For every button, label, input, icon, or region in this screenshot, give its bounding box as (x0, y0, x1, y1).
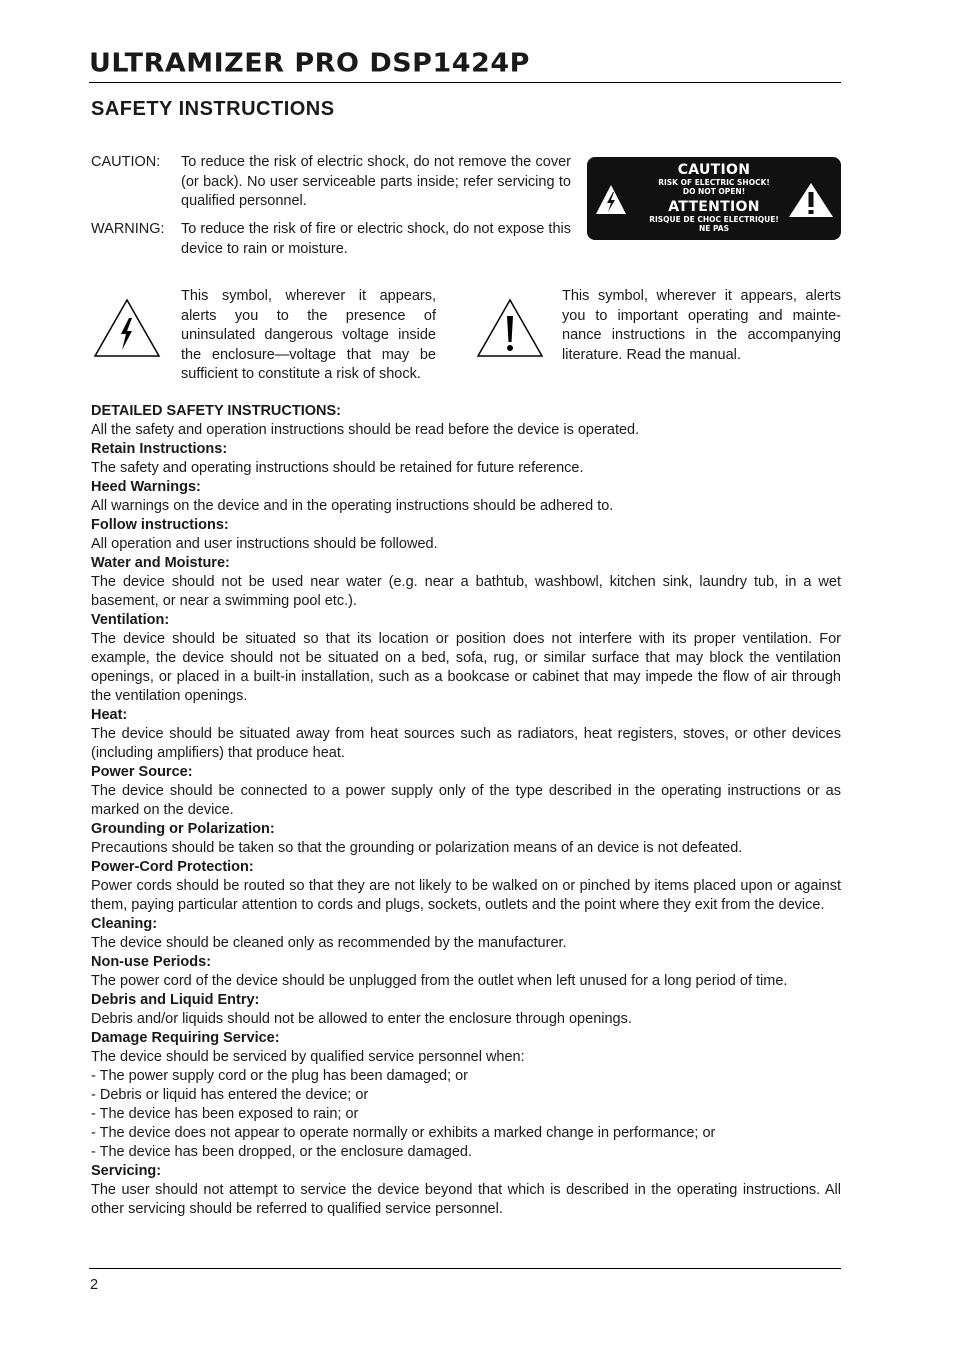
list-item: - The device does not appear to operate normally or exhibits a marked change in performance; or (91, 1125, 716, 1141)
section-heading: Servicing: (91, 1163, 162, 1179)
section-text: Debris and/or liquids should not be allowed to enter the enclosure through openings. (91, 1011, 632, 1027)
caution-warning-label (587, 157, 841, 240)
label-caution: CAUTION (677, 162, 751, 178)
label-risk-shock: RISK OF ELECTRIC SHOCK! (658, 178, 770, 187)
section-text: The device should be serviced by qualified service personnel when: (91, 1049, 525, 1065)
caution-notice (91, 153, 571, 212)
section-heading: Power-Cord Protection: (91, 859, 254, 875)
title-divider (89, 82, 841, 83)
section-text: The device should be connected to a power supply only of the type described in the operating instructions or as marked on the device. (91, 783, 841, 818)
section-text: The power cord of the device should be unplugged from the outlet when left unused for a long period of time. (91, 973, 788, 989)
section-heading: Damage Requiring Service: (91, 1030, 280, 1046)
exclamation-symbol-icon (476, 298, 544, 358)
caution-label: CAUTION: (91, 154, 161, 170)
exclamation-triangle-icon (788, 182, 834, 218)
warning-notice (91, 220, 571, 259)
section-heading: Water and Moisture: (91, 555, 230, 571)
section-text: Precautions should be taken so that the grounding or polarization means of an device is not defeated. (91, 840, 743, 856)
section-text: The device should be cleaned only as recommended by the manufacturer. (91, 935, 567, 951)
service-section (91, 1029, 841, 1162)
list-item: - The power supply cord or the plug has been damaged; or (91, 1068, 468, 1084)
section-heading: Heat: (91, 707, 128, 723)
section-item (91, 820, 841, 858)
section-text: All warnings on the device and in the operating instructions should be adhered to. (91, 498, 614, 514)
label-risque: RISQUE DE CHOC ELECTRIQUE! (649, 215, 779, 224)
exclamation-symbol-description: This symbol, wherever it appears, alerts you to important operating and mainte-nance instructions in the accompanying literature. Read the manual. (562, 288, 841, 363)
lightning-triangle-icon (594, 183, 628, 217)
section-item (91, 706, 841, 763)
lightning-symbol-description: This symbol, wherever it appears, alerts you to the presence of uninsulated dangerous voltage inside the enclosure—voltage that may be sufficient to constitute a risk of shock. (181, 288, 436, 382)
section-item (91, 953, 841, 991)
caution-text: To reduce the risk of electric shock, do not remove the cover (or back). No user serviceable parts inside; refer servicing to qualified personnel. (181, 154, 571, 209)
warning-text: To reduce the risk of fire or electric shock, do not expose this device to rain or moisture. (181, 221, 571, 257)
section-title: SAFETY INSTRUCTIONS (91, 98, 335, 120)
section-text: The user should not attempt to service the device beyond that which is described in the operating instructions. All other servicing should be referred to qualified service personnel. (91, 1182, 841, 1217)
section-text: All the safety and operation instructions should be read before the device is operated. (91, 422, 640, 438)
section-heading: Power Source: (91, 764, 193, 780)
section-heading: Non-use Periods: (91, 954, 212, 970)
label-ne-pas: NE PAS (698, 224, 730, 233)
section-item (91, 478, 841, 516)
section-item (91, 763, 841, 820)
section-heading: Ventilation: (91, 612, 170, 628)
section-text: The safety and operating instructions should be retained for future reference. (91, 460, 584, 476)
detailed-safety-instructions (91, 402, 841, 1219)
label-attention: ATTENTION (668, 199, 760, 215)
section-item (91, 611, 841, 706)
section-text: Power cords should be routed so that they are not likely to be walked on or pinched by items placed upon or against them, paying particular attention to cords and plugs, sockets, outlets and the point where they exit from the device. (91, 878, 841, 913)
section-item (91, 915, 841, 953)
section-item (91, 858, 841, 915)
section-heading: Retain Instructions: (91, 441, 228, 457)
section-item (91, 402, 841, 440)
footer-divider (89, 1268, 841, 1269)
section-item (91, 440, 841, 478)
page-title: ULTRAMIZER PRO DSP1424P (89, 48, 530, 79)
servicing-section (91, 1162, 841, 1219)
section-text: The device should not be used near water (e.g. near a bathtub, washbowl, kitchen sink, laundry tub, in a wet basement, or near a swimming pool etc.). (91, 574, 841, 609)
section-item (91, 516, 841, 554)
section-heading: Debris and Liquid Entry: (91, 992, 260, 1008)
list-item: - The device has been dropped, or the enclosure damaged. (91, 1144, 473, 1160)
section-text: The device should be situated so that its location or position does not interfere with its proper ventilation. For example, the device should not be situated on a bed, sofa, rug, or similar surface that may block the ventilation openings, or placed in a built-in installation, such as a bookcase or cabinet that may impede the flow of air through the ventilation openings. (91, 631, 841, 704)
section-item (91, 554, 841, 611)
warning-label: WARNING: (91, 221, 165, 237)
lightning-symbol-icon (93, 298, 161, 358)
page-number: 2 (90, 1277, 99, 1293)
section-heading: Grounding or Polarization: (91, 821, 275, 837)
section-text: All operation and user instructions should be followed. (91, 536, 438, 552)
list-item: - The device has been exposed to rain; or (91, 1106, 359, 1122)
section-item (91, 991, 841, 1029)
section-heading: Follow instructions: (91, 517, 229, 533)
section-heading: Cleaning: (91, 916, 158, 932)
section-text: The device should be situated away from heat sources such as radiators, heat registers, stoves, or other devices (including amplifiers) that produce heat. (91, 726, 841, 761)
section-heading: Heed Warnings: (91, 479, 201, 495)
list-item: - Debris or liquid has entered the device; or (91, 1087, 369, 1103)
label-do-not-open: DO NOT OPEN! (682, 187, 746, 196)
section-heading: DETAILED SAFETY INSTRUCTIONS: (91, 403, 341, 419)
